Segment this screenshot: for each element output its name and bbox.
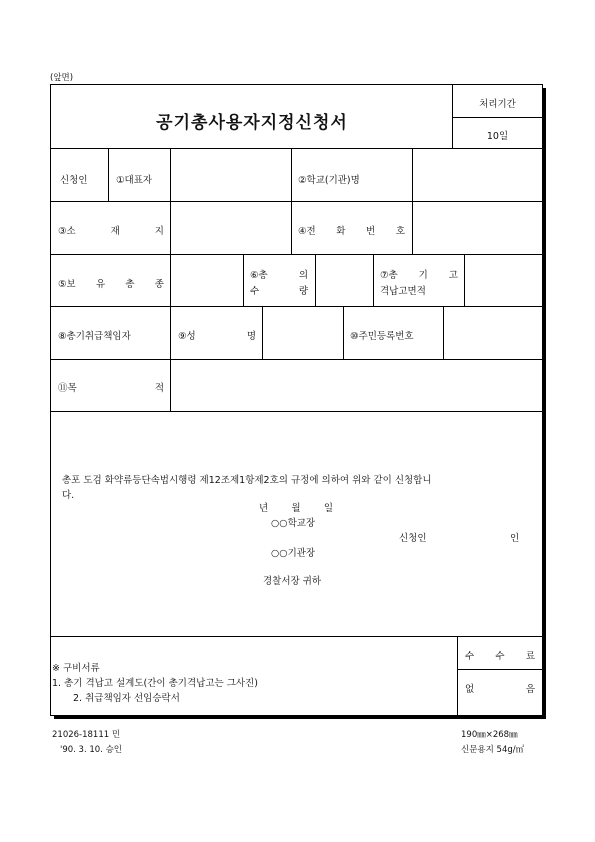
manager-name-field[interactable] [263,307,342,358]
applicant-signature-label: 신청인 [399,533,427,544]
paper-size: 190㎜×268㎜ [461,730,518,740]
phone-number-field[interactable] [413,202,542,253]
gun-count-field[interactable] [316,255,372,305]
school-name-label: ②학교(기관)명 [298,175,360,186]
processing-period-label: 처리기간 [479,99,516,110]
processing-period-value: 10일 [486,131,509,142]
representative-label: ①대표자 [116,175,153,186]
rule-row5-bottom [50,411,543,412]
rule-r1-v1 [108,148,109,201]
required-docs-title: ※ 구비서류 [52,663,100,674]
gun-count-label-bottom: 수 량 [250,286,308,297]
rule-r3-v3 [373,254,374,306]
gun-type-label: ⑤보 유 총 종 [58,279,164,290]
id-number-field[interactable] [444,307,542,358]
phone-number-label: ④전 화 번 호 [298,226,405,237]
school-name-field[interactable] [413,149,542,200]
date-line: 년 월 일 [259,503,333,514]
storage-area-label-bottom: 격납고면적 [380,286,426,297]
rule-fee-split [457,669,543,670]
storage-area-label-top: ⑦총 기 고 [380,270,458,281]
manager-name-label: ⑨성 명 [178,331,256,342]
frame-shadow-bottom [54,716,546,719]
statement-line-2: 다. [62,490,75,501]
paper-spec: 신문용지 54g/㎡ [461,745,525,755]
applicant-label: 신청인 [60,175,88,186]
rule-processing-split [452,117,543,118]
gun-count-label-top: ⑥총 의 [250,270,308,281]
gun-manager-label: ⑧총기취급책임자 [58,331,131,342]
location-field[interactable] [171,202,290,253]
agency-head: ○○기관장 [271,548,316,559]
location-label: ③소 재 지 [58,226,164,237]
statement-line-1: 총포 도검 화약류등단속법시행령 제12조제1항제2호의 규정에 의하여 위와 같이 신청합니 [62,475,432,486]
required-doc-1: 1. 총기 격납고 설계도(간이 총기격납고는 그사진) [52,678,258,689]
purpose-field[interactable] [171,360,542,410]
school-head: ○○학교장 [271,518,316,529]
gun-type-field[interactable] [171,255,242,305]
id-number-label: ⑩주민등록번호 [350,331,414,342]
fee-label: 수 수 료 [465,651,535,662]
representative-field[interactable] [171,149,290,200]
rule-fee-left [457,636,458,716]
storage-area-field[interactable] [465,255,542,305]
seal-mark: 인 [510,533,520,544]
rule-statement-bottom [50,636,543,637]
frame-shadow-right [543,88,546,718]
required-doc-2: 2. 취급책임자 선임승락서 [73,693,180,704]
front-side-label: (앞면) [50,73,74,83]
fee-value: 없 음 [465,684,535,695]
purpose-label: ⑪목 적 [58,383,164,394]
form-title: 공기총사용자지정신청서 [156,113,348,133]
approval-date: '90. 3. 10. 승인 [60,745,123,755]
rule-r12-mid [291,148,292,254]
recipient-line: 경찰서장 귀하 [263,576,322,587]
form-code: 21026-18111 민 [52,730,121,740]
rule-r4-v2 [343,306,344,359]
rule-r3-v1 [243,254,244,306]
